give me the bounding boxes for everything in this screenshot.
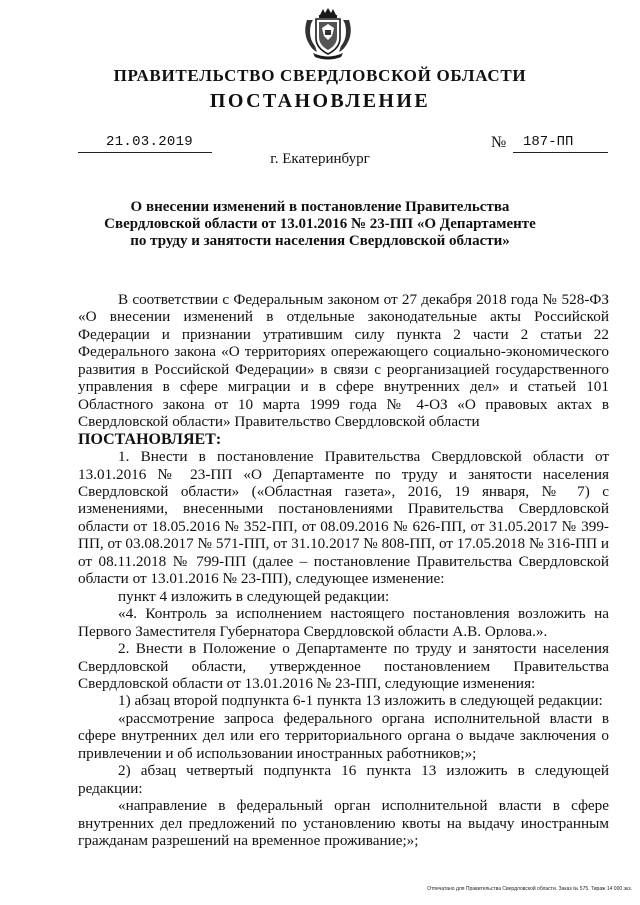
document-date: 21.03.2019 (106, 134, 194, 150)
city-line: г. Екатеринбург (270, 151, 370, 167)
coat-of-arms-icon (303, 6, 353, 62)
document-number: 187-ПП (523, 134, 574, 150)
item-paragraph: «4. Контроль за исполнением настоящего постановления возложить на Первого Заместителя Губернатора Свердловской области А.В. Орлова.». (78, 605, 609, 640)
item-paragraph: 2) абзац четвертый подпункта 16 пункта 13 изложить в следующей редакции: (78, 762, 609, 797)
organization-title: ПРАВИТЕЛЬСТВО СВЕРДЛОВСКОЙ ОБЛАСТИ (113, 66, 527, 85)
item-paragraph: пункт 4 изложить в следующей редакции: (118, 587, 390, 605)
item-paragraph: «рассмотрение запроса федерального органа исполнительной власти в сфере внутренних дел или его территориального органа о выдаче заключения о привлечении и об использовании иностранных работников;»; (78, 709, 609, 762)
document-type-title: ПОСТАНОВЛЕНИЕ (209, 90, 431, 112)
number-sign: № (491, 134, 507, 151)
item-paragraph: «направление в федеральный орган исполнительной власти в сфере внутренних дел предложений по установлению квоты на выдачу иностранным гражданам разрешений на временное проживание;»; (78, 797, 609, 850)
resolves-heading: ПОСТАНОВЛЯЕТ: (78, 430, 222, 448)
print-footnote: Отпечатано для Правительства Свердловской области. Заказ № 575. Тираж 14 000 экз. (427, 886, 632, 892)
item-paragraph: 2. Внести в Положение о Департаменте по труду и занятости населения Свердловской области, утвержденное постановлением Правительства Свердловской области от 13.01.2016 № 23-ПП, следующие изменения: (78, 640, 609, 692)
preamble-paragraph: В соответствии с Федеральным законом от 27 декабря 2018 года № 528-ФЗ «О внесении изменений в отдельные законодательные акты Российской Федерации и признании утратившим силу пункта 2 части 2 статьи 22 Федерального закона «О территориях опережающего социально-экономического развития в Российской Федерации» в связи с реорганизацией государственного управления в сфере миграции и в сфере внутренних дел» и статьей 101 Областного закона от 10 марта 1999 года № 4-ОЗ «О правовых актах в Свердловской области» Правительство Свердловской области (78, 291, 609, 431)
item-paragraph: 1. Внести в постановление Правительства Свердловской области от 13.01.2016 № 23-ПП «О Департаменте по труду и занятости населения Свердловской области» («Областная газета», 2016, 19 января, № 7) с изменениями, внесенными постановлениями Правительства Свердловской области от 18.05.2016 № 352-ПП, от 08.09.2016 № 626-ПП, от 31.05.2017 № 399-ПП, от 03.08.2017 № 571-ПП, от 31.10.2017 № 808-ПП, от 17.05.2018 № 316-ПП и от 08.11.2018 № 799-ПП (далее – постановление Правительства Свердловской области от 13.01.2016 № 23-ПП), следующее изменение: (78, 448, 609, 588)
document-subject: О внесении изменений в постановление Правительства Свердловской области от 13.01.2016 № 23-ПП «О Департаменте по труду и занятости населения Свердловской области» (104, 199, 536, 249)
item-paragraph: 1) абзац второй подпункта 6-1 пункта 13 изложить в следующей редакции: (118, 692, 603, 710)
document-body (78, 291, 609, 850)
